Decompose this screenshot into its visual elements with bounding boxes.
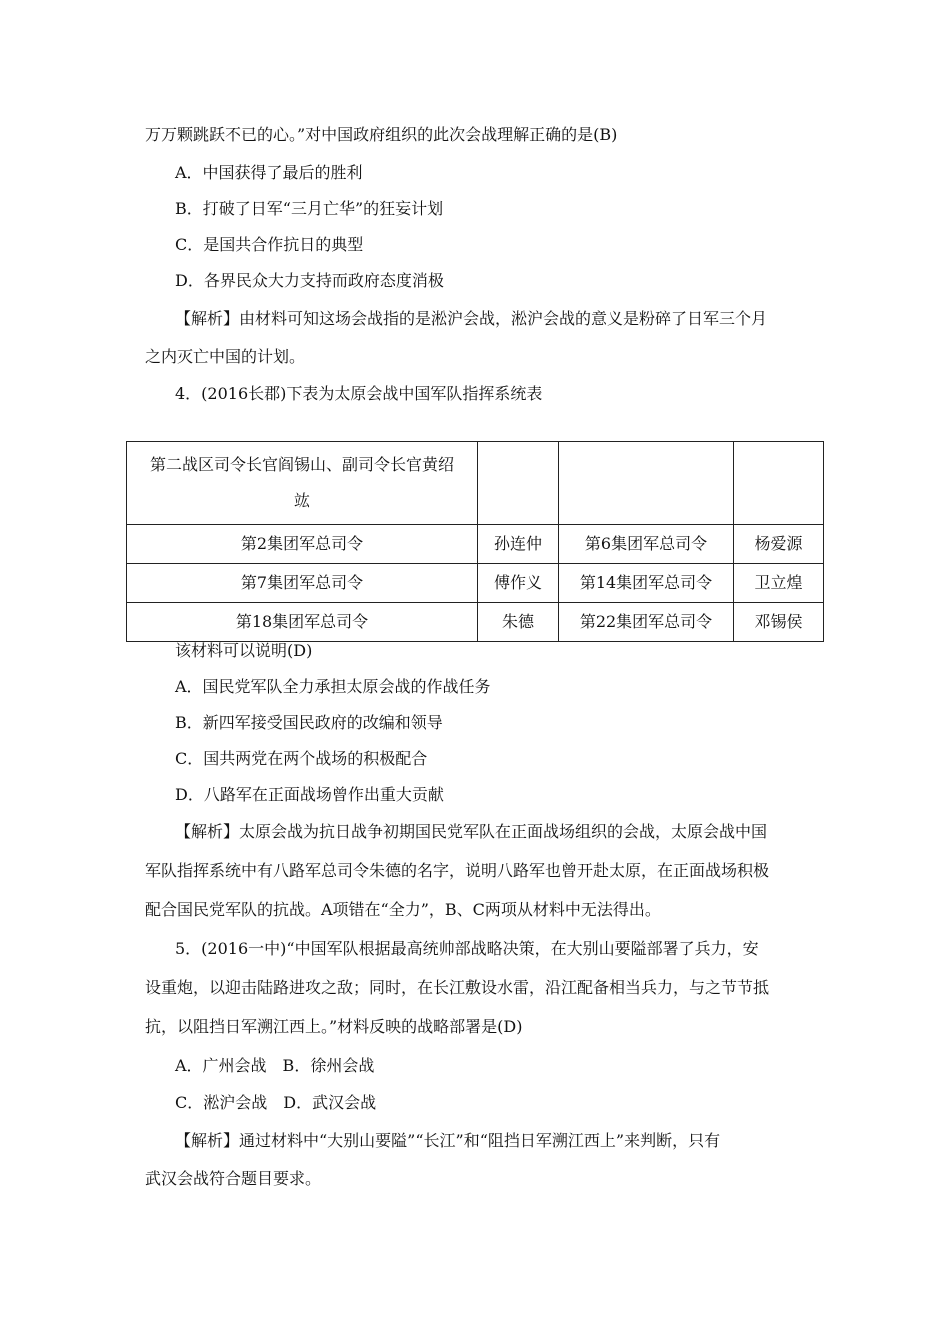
table-header-row <box>127 442 824 525</box>
q5-stem-line-2: 设重炮，以迎击陆路进攻之敌；同时，在长江敷设水雷，沿江配备相当兵力，与之节节抵 <box>145 978 770 997</box>
table-cell: 孙连仲 <box>478 525 559 564</box>
q3-stem-tail: 万万颗跳跃不已的心。”对中国政府组织的此次会战理解正确的是(B) <box>145 125 618 144</box>
table-cell: 第7集团军总司令 <box>127 564 478 603</box>
q3-analysis-line-1: 【解析】由材料可知这场会战指的是淞沪会战，淞沪会战的意义是粉碎了日军三个月 <box>175 309 768 328</box>
table-cell: 第2集团军总司令 <box>127 525 478 564</box>
q4-analysis-line-3: 配合国民党军队的抗战。A项错在“全力”，B、C两项从材料中无法得出。 <box>145 900 661 919</box>
q3-option-c: C．是国共合作抗日的典型 <box>175 235 364 254</box>
q4-question: 该材料可以说明(D) <box>175 641 313 660</box>
table-header-line-1: 第二战区司令长官阎锡山、副司令长官黄绍 <box>149 455 454 474</box>
q5-options-cd: C．淞沪会战 D．武汉会战 <box>175 1093 377 1112</box>
table-empty-cell <box>478 442 559 525</box>
command-system-table <box>126 441 824 642</box>
q5-analysis-line-2: 武汉会战符合题目要求。 <box>145 1169 322 1188</box>
q5-analysis-line-1: 【解析】通过材料中“大别山要隘”“长江”和“阻挡日军溯江西上”来判断，只有 <box>175 1131 721 1150</box>
table-cell: 第18集团军总司令 <box>127 603 478 642</box>
table-row <box>127 603 824 642</box>
table-cell: 第22集团军总司令 <box>559 603 734 642</box>
q3-analysis-line-2: 之内灭亡中国的计划。 <box>145 347 306 366</box>
table-cell: 卫立煌 <box>734 564 824 603</box>
q4-analysis-line-2: 军队指挥系统中有八路军总司令朱德的名字，说明八路军也曾开赴太原，在正面战场积极 <box>145 861 770 880</box>
table-cell: 邓锡侯 <box>734 603 824 642</box>
table-row <box>127 564 824 603</box>
q3-option-d: D．各界民众大力支持而政府态度消极 <box>175 271 444 290</box>
table-empty-cell <box>559 442 734 525</box>
q3-option-b: B．打破了日军“三月亡华”的狂妄计划 <box>175 199 444 218</box>
q4-option-b: B．新四军接受国民政府的改编和领导 <box>175 713 443 732</box>
q5-stem-line-3: 抗，以阻挡日军溯江西上。”材料反映的战略部署是(D) <box>145 1017 523 1036</box>
q4-option-a: A．国民党军队全力承担太原会战的作战任务 <box>175 677 491 696</box>
q5-options-ab: A．广州会战 B．徐州会战 <box>175 1056 375 1075</box>
q4-analysis-line-1: 【解析】太原会战为抗日战争初期国民党军队在正面战场组织的会战，太原会战中国 <box>175 822 768 841</box>
table-cell: 第14集团军总司令 <box>559 564 734 603</box>
table-row <box>127 525 824 564</box>
table-header-line-2: 竑 <box>293 491 310 510</box>
q4-stem: 4．(2016长郡)下表为太原会战中国军队指挥系统表 <box>175 384 543 403</box>
table-header-cell <box>127 442 478 525</box>
table-empty-cell <box>734 442 824 525</box>
table-cell: 朱德 <box>478 603 559 642</box>
table-cell: 傅作义 <box>478 564 559 603</box>
q5-stem-line-1: 5．(2016一中)“中国军队根据最高统帅部战略决策，在大别山要隘部署了兵力，安 <box>175 939 759 958</box>
q3-option-a: A．中国获得了最后的胜利 <box>175 163 363 182</box>
table-cell: 第6集团军总司令 <box>559 525 734 564</box>
q4-option-c: C．国共两党在两个战场的积极配合 <box>175 749 428 768</box>
table-cell: 杨爱源 <box>734 525 824 564</box>
q4-option-d: D．八路军在正面战场曾作出重大贡献 <box>175 785 444 804</box>
